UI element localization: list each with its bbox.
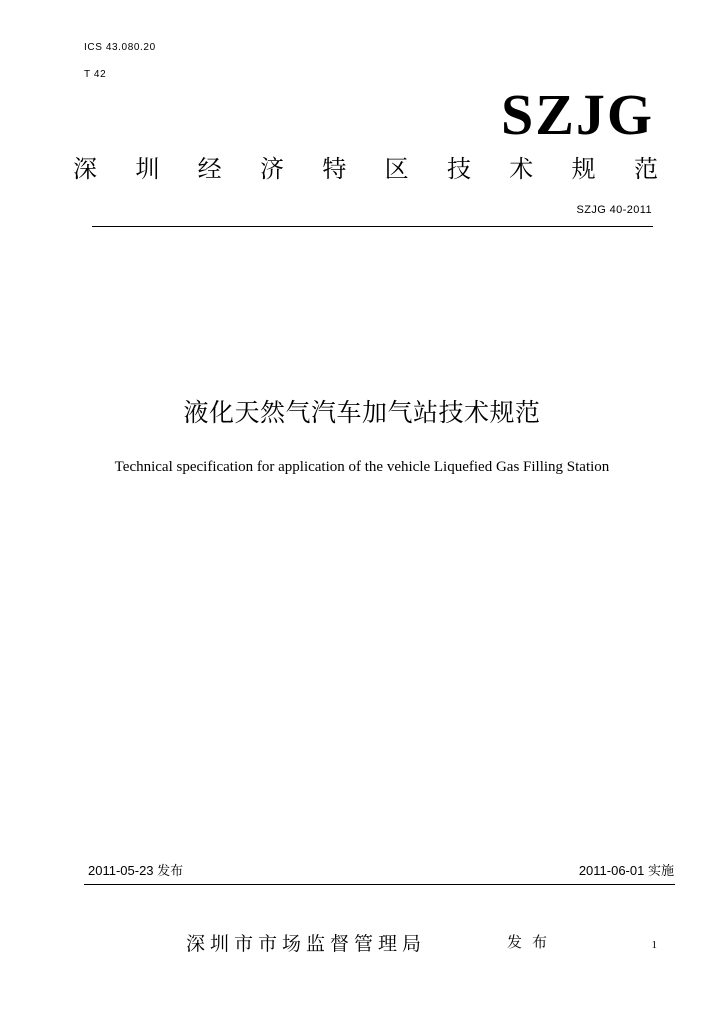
standard-number: SZJG 40-2011 — [576, 204, 652, 216]
standard-type-char: 特 — [322, 155, 347, 183]
issue-word: 发布 — [507, 933, 558, 951]
standard-type-char: 深 — [73, 155, 97, 183]
standard-type-char: 术 — [509, 155, 534, 183]
ics-code: ICS 43.080.20 — [84, 42, 156, 53]
standard-type-char: 范 — [633, 155, 658, 183]
implementation-date: 2011-06-01 — [578, 863, 645, 878]
standard-type-char: 济 — [259, 155, 284, 183]
issuing-authority: 深圳市市场监督管理局 — [186, 933, 427, 955]
issue-date-line — [88, 860, 183, 879]
document-title-chinese: 液化天然气汽车加气站技术规范 — [183, 398, 541, 427]
standard-logo: SZJG — [500, 82, 654, 147]
standard-type-char: 圳 — [135, 155, 160, 183]
document-title-english: Technical specification for application of the vehicle Liquefied Gas Filling Station — [114, 459, 610, 475]
header-divider — [92, 226, 653, 227]
standard-type-char: 区 — [384, 155, 409, 183]
standard-type-heading — [73, 155, 658, 184]
standard-type-char: 技 — [446, 155, 471, 183]
classification-code: T 42 — [84, 69, 107, 80]
page-number: 1 — [651, 939, 657, 951]
standard-type-char: 规 — [571, 155, 596, 183]
implementation-label: 实施 — [647, 864, 674, 879]
implementation-date-line — [579, 860, 674, 879]
footer-divider — [84, 884, 675, 885]
standard-type-char: 经 — [197, 155, 222, 183]
issue-date: 2011-05-23 — [88, 863, 154, 878]
issue-label: 发布 — [157, 864, 184, 879]
